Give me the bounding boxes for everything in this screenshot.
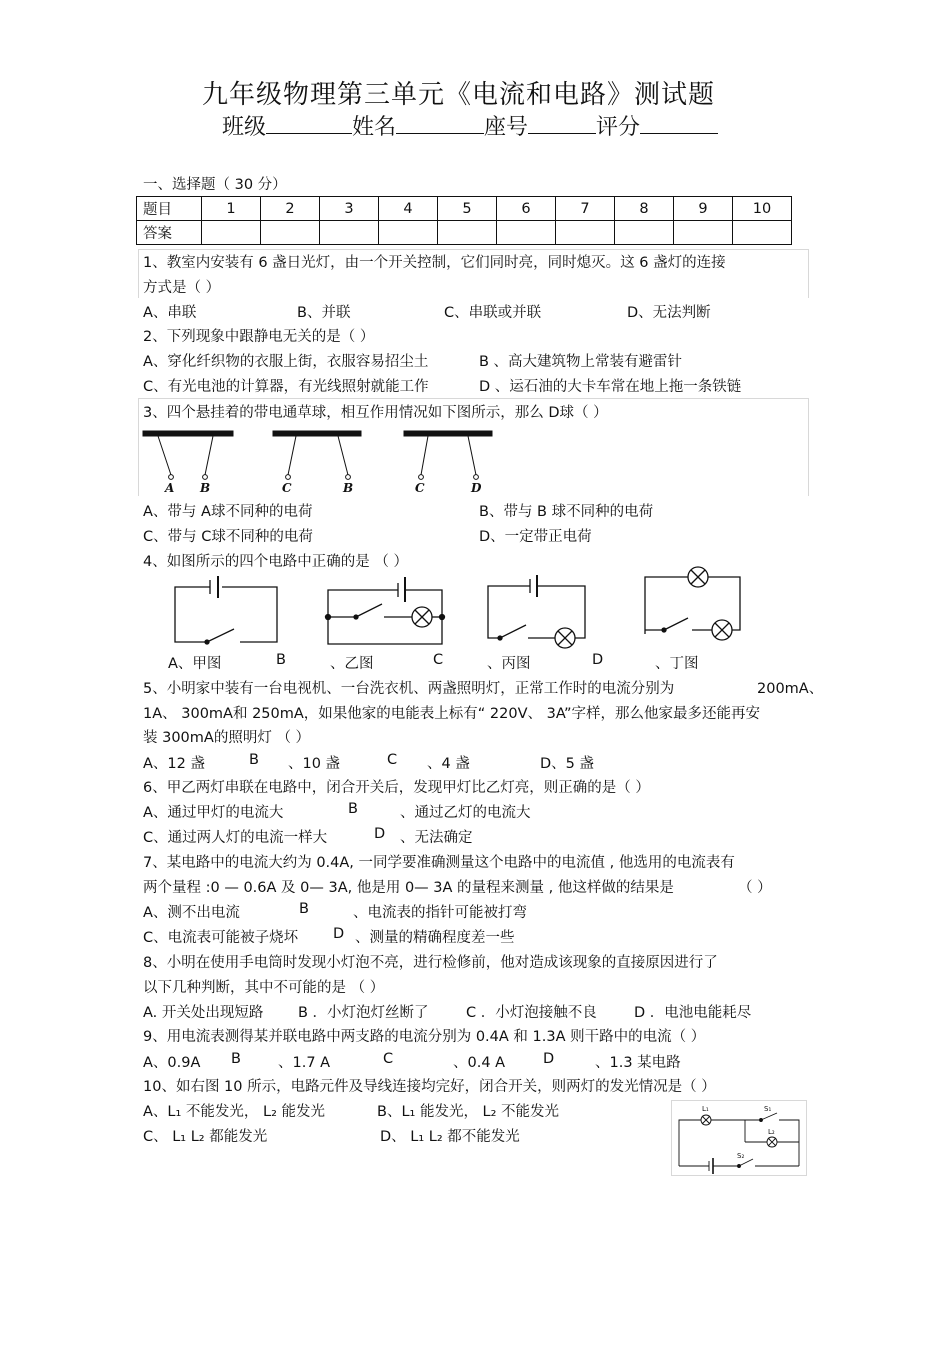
q4-option-d-letter: D bbox=[592, 652, 604, 668]
q5-option-b-letter: B bbox=[249, 752, 259, 768]
page-title: 九年级物理第三单元《电流和电路》测试题 bbox=[202, 80, 716, 110]
answer-cell[interactable] bbox=[615, 221, 674, 245]
name-blank[interactable] bbox=[396, 115, 484, 134]
q6-option-c: C、通过两人灯的电流一样大 bbox=[143, 830, 328, 846]
support-bar-1 bbox=[143, 431, 233, 436]
q9-option-c: 、0.4 A bbox=[453, 1055, 506, 1071]
q5-stem-value: 200mA、 bbox=[757, 681, 824, 697]
q5-option-b: 、10 盏 bbox=[288, 756, 341, 772]
q7-answer-paren: （ ） bbox=[738, 880, 772, 896]
q5-option-d: D、5 盏 bbox=[540, 756, 594, 772]
answer-cell[interactable] bbox=[497, 221, 556, 245]
q4-option-b-letter: B bbox=[276, 652, 286, 668]
answer-table bbox=[136, 196, 792, 245]
table-row bbox=[137, 221, 792, 245]
q1-option-d: D、无法判断 bbox=[627, 305, 711, 321]
q7-stem: 7、某电路中的电流大约为 0.4A, 一同学要准确测量这个电路中的电流值 , 他选用的电流表有 bbox=[143, 855, 735, 871]
q7-option-d: 、测量的精确程度差一些 bbox=[355, 930, 515, 946]
question-number: 10 bbox=[733, 197, 792, 221]
row-label-answer: 答案 bbox=[137, 221, 202, 245]
q9-option-d-letter: D bbox=[543, 1051, 555, 1067]
q3-pith-balls-figure bbox=[138, 424, 498, 496]
answer-cell[interactable] bbox=[320, 221, 379, 245]
ball-label: C bbox=[415, 481, 425, 495]
q7-option-a: A、测不出电流 bbox=[143, 905, 240, 921]
q6-option-a: A、通过甲灯的电流大 bbox=[143, 805, 284, 821]
q4-option-c-letter: C bbox=[433, 652, 444, 668]
question-number: 9 bbox=[674, 197, 733, 221]
q10-option-d: D、 L₁ L₂ 都不能发光 bbox=[380, 1129, 520, 1145]
q1-option-a: A、串联 bbox=[143, 305, 197, 321]
q10-circuit-figure bbox=[671, 1100, 805, 1174]
answer-cell[interactable] bbox=[261, 221, 320, 245]
q9-stem: 9、用电流表测得某并联电路中两支路的电流分别为 0.4A 和 1.3A 则干路中的电流（ ） bbox=[143, 1029, 706, 1045]
class-blank[interactable] bbox=[266, 115, 352, 134]
question-number: 3 bbox=[320, 197, 379, 221]
answer-cell[interactable] bbox=[556, 221, 615, 245]
q8-stem: 8、小明在使用手电筒时发现小灯泡不亮，进行检修前，他对造成该现象的直接原因进行了 bbox=[143, 955, 718, 971]
question-number: 1 bbox=[202, 197, 261, 221]
q2-stem: 2、下列现象中跟静电无关的是（ ） bbox=[143, 329, 375, 345]
circuit-jia bbox=[175, 576, 277, 644]
q5-option-a: A、12 盏 bbox=[143, 756, 205, 772]
question-number: 7 bbox=[556, 197, 615, 221]
q7-option-c: C、电流表可能被子烧坏 bbox=[143, 930, 299, 946]
q9-option-c-letter: C bbox=[383, 1051, 394, 1067]
circuit-bing bbox=[488, 575, 585, 648]
q1-option-b: B、并联 bbox=[297, 305, 351, 321]
q5-option-c-letter: C bbox=[387, 752, 398, 768]
question-number: 5 bbox=[438, 197, 497, 221]
q9-option-a: A、0.9A bbox=[143, 1055, 201, 1071]
q4-option-d: 、丁图 bbox=[655, 656, 699, 672]
q6-option-b: 、通过乙灯的电流大 bbox=[400, 805, 531, 821]
q3-option-c: C、带与 C球不同种的电荷 bbox=[143, 529, 313, 545]
fig-label: L₁ bbox=[702, 1105, 709, 1113]
fig-label: S₁ bbox=[764, 1105, 772, 1113]
q1-option-c: C、串联或并联 bbox=[444, 305, 542, 321]
q9-option-d: 、1.3 某电路 bbox=[595, 1055, 681, 1071]
student-info-line bbox=[222, 110, 718, 141]
q4-option-c: 、丙图 bbox=[487, 656, 531, 672]
q10-option-b: B、L₁ 能发光， L₂ 不能发光 bbox=[377, 1104, 560, 1120]
question-number: 6 bbox=[497, 197, 556, 221]
q5-stem-cont: 1A、 300mA和 250mA，如果他家的电能表上标有“ 220V、 3A”字样，那么他家最多还能再安 bbox=[143, 706, 760, 722]
q3-option-a: A、带与 A球不同种的电荷 bbox=[143, 504, 313, 520]
answer-cell[interactable] bbox=[202, 221, 261, 245]
ball-d-icon bbox=[474, 475, 479, 480]
q9-option-b: 、1.7 A bbox=[278, 1055, 331, 1071]
q7-option-b-letter: B bbox=[299, 901, 309, 917]
ball-a-icon bbox=[169, 475, 174, 480]
fig-label: L₂ bbox=[768, 1128, 775, 1136]
q8-stem-cont: 以下几种判断，其中不可能的是 （ ） bbox=[143, 980, 385, 996]
score-blank[interactable] bbox=[640, 115, 718, 134]
question-number: 4 bbox=[379, 197, 438, 221]
score-label: 评分 bbox=[596, 115, 641, 140]
q6-option-d: 、无法确定 bbox=[400, 830, 473, 846]
q3-option-b: B、带与 B 球不同种的电荷 bbox=[479, 504, 654, 520]
ball-label: A bbox=[165, 481, 175, 495]
q2-option-c: C、有光电池的计算器，有光线照射就能工作 bbox=[143, 379, 429, 395]
q3-stem: 3、四个悬挂着的带电通草球，相互作用情况如下图所示，那么 D球（ ） bbox=[143, 405, 608, 421]
q6-option-b-letter: B bbox=[348, 801, 358, 817]
answer-cell[interactable] bbox=[438, 221, 497, 245]
section-heading: 一、选择题（ 30 分） bbox=[143, 177, 287, 193]
row-label-question: 题目 bbox=[137, 197, 202, 221]
answer-cell[interactable] bbox=[674, 221, 733, 245]
fig-label: S₂ bbox=[737, 1152, 745, 1160]
q8-option-a: A. 开关处出现短路 bbox=[143, 1005, 264, 1021]
q6-option-d-letter: D bbox=[374, 826, 386, 842]
q4-stem: 4、如图所示的四个电路中正确的是 （ ） bbox=[143, 554, 408, 570]
support-bar-3 bbox=[404, 431, 492, 436]
ball-c-icon bbox=[419, 475, 424, 480]
q9-option-b-letter: B bbox=[231, 1051, 241, 1067]
seat-label: 座号 bbox=[484, 115, 529, 140]
seat-blank[interactable] bbox=[528, 115, 596, 134]
question-number: 2 bbox=[261, 197, 320, 221]
q5-stem-cont2: 装 300mA的照明灯 （ ） bbox=[143, 730, 311, 746]
q2-option-a: A、穿化纤织物的衣服上街，衣服容易招尘土 bbox=[143, 354, 429, 370]
ball-b-icon bbox=[346, 475, 351, 480]
ball-label: C bbox=[282, 481, 292, 495]
q10-option-c: C、 L₁ L₂ 都能发光 bbox=[143, 1129, 268, 1145]
q5-option-c: 、4 盏 bbox=[427, 756, 470, 772]
q4-option-a: A、甲图 bbox=[168, 656, 222, 672]
q8-option-d: D ．电池电能耗尽 bbox=[634, 1005, 752, 1021]
q10-stem: 10、如右图 10 所示，电路元件及导线连接均完好，闭合开关，则两灯的发光情况是（ ） bbox=[143, 1079, 716, 1095]
ball-label: B bbox=[200, 481, 211, 495]
class-label: 班级 bbox=[222, 115, 267, 140]
circuit-yi bbox=[326, 577, 445, 644]
q7-option-b: 、电流表的指针可能被打弯 bbox=[353, 905, 527, 921]
support-bar-2 bbox=[273, 431, 361, 436]
q7-stem-cont: 两个量程 :0 — 0.6A 及 0— 3A, 他是用 0— 3A 的量程来测量 , 他这样做的结果是 bbox=[143, 880, 674, 896]
q7-option-d-letter: D bbox=[333, 926, 345, 942]
answer-cell[interactable] bbox=[379, 221, 438, 245]
q1-stem-cont: 方式是（ ） bbox=[143, 280, 221, 296]
q2-option-d: D 、运石油的大卡车常在地上拖一条铁链 bbox=[479, 379, 742, 395]
q5-stem: 5、小明家中装有一台电视机、一台洗衣机、两盏照明灯，正常工作时的电流分别为 bbox=[143, 681, 675, 697]
q10-option-a: A、L₁ 不能发光， L₂ 能发光 bbox=[143, 1104, 326, 1120]
table-row bbox=[137, 197, 792, 221]
q8-option-b: B ．小灯泡灯丝断了 bbox=[298, 1005, 429, 1021]
q6-stem: 6、甲乙两灯串联在电路中，闭合开关后，发现甲灯比乙灯亮，则正确的是（ ） bbox=[143, 780, 650, 796]
q3-option-d: D、一定带正电荷 bbox=[479, 529, 592, 545]
q8-option-c: C ．小灯泡接触不良 bbox=[466, 1005, 597, 1021]
ball-b-icon bbox=[203, 475, 208, 480]
q1-stem: 1、教室内安装有 6 盏日光灯，由一个开关控制，它们同时亮，同时熄灭。这 6 盏灯的连接 bbox=[143, 255, 726, 271]
answer-cell[interactable] bbox=[733, 221, 792, 245]
name-label: 姓名 bbox=[352, 115, 397, 140]
circuit-ding bbox=[645, 567, 740, 640]
q4-option-b: 、乙图 bbox=[330, 656, 374, 672]
q4-circuits-figure bbox=[170, 572, 770, 650]
ball-c-icon bbox=[286, 475, 291, 480]
ball-label: D bbox=[471, 481, 482, 495]
q2-option-b: B 、高大建筑物上常装有避雷针 bbox=[479, 354, 683, 370]
ball-label: B bbox=[343, 481, 354, 495]
question-number: 8 bbox=[615, 197, 674, 221]
